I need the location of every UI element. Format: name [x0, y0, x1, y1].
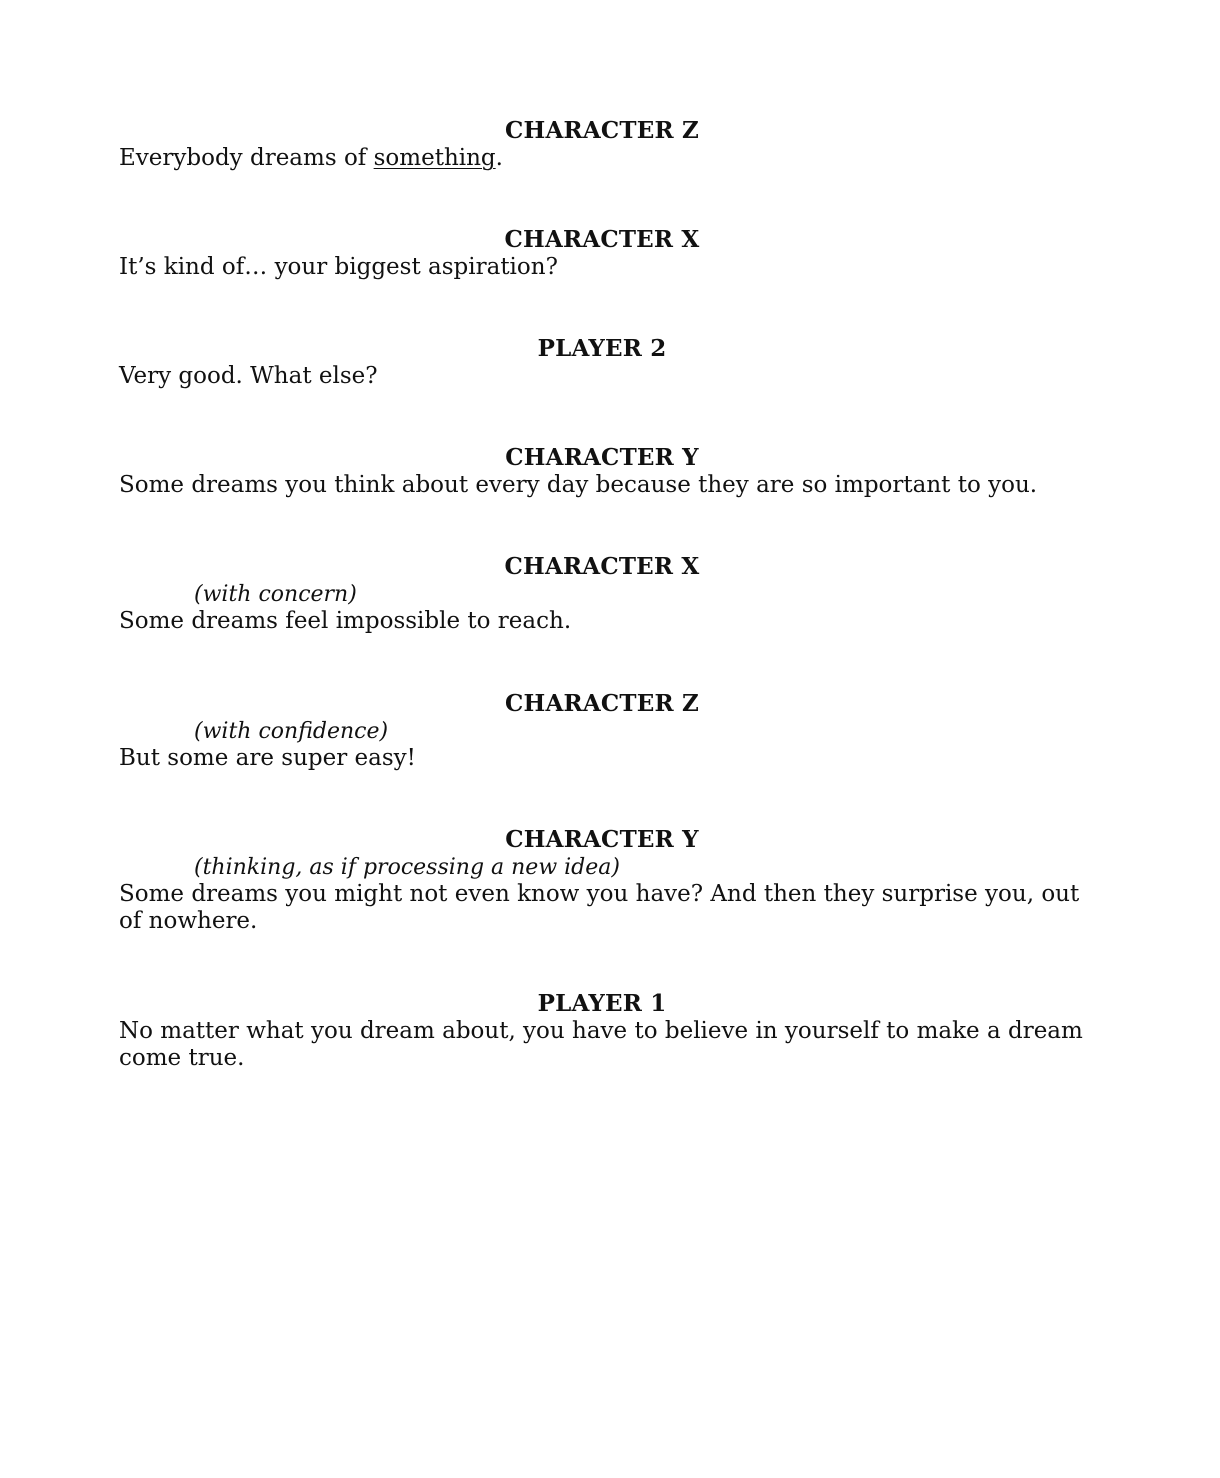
dialogue-text: Everybody dreams of — [119, 145, 374, 171]
dialogue-line: Some dreams feel impossible to reach. — [119, 608, 572, 634]
dialogue-block — [119, 690, 1083, 772]
dialogue-line — [119, 145, 1083, 172]
dialogue-block — [119, 226, 1083, 281]
speaker-name: PLAYER 1 — [537, 990, 667, 1017]
dialogue-block — [119, 553, 1083, 635]
dialogue-line: Very good. What else? — [119, 363, 378, 389]
dialogue-line: But some are super easy! — [119, 745, 416, 771]
speaker-name: CHARACTER Z — [505, 117, 699, 144]
speaker-name: CHARACTER Z — [505, 690, 699, 717]
dialogue-line: No matter what you dream about, you have to believe in yourself to make a dream come true. — [119, 1018, 1083, 1071]
speaker-name: CHARACTER X — [504, 553, 700, 580]
dialogue-block — [119, 826, 1083, 935]
dialogue-line: Some dreams you might not even know you have? And then they surprise you, out of nowhere. — [119, 881, 1080, 934]
dialogue-block — [119, 444, 1083, 499]
parenthetical: (thinking, as if processing a new idea) — [194, 855, 620, 880]
dialogue-text: . — [495, 145, 503, 171]
speaker-name: CHARACTER Y — [505, 444, 699, 471]
speaker-name: CHARACTER X — [504, 226, 700, 253]
speaker-name: CHARACTER Y — [505, 826, 699, 853]
dialogue-block — [119, 990, 1083, 1072]
speaker-name: PLAYER 2 — [537, 335, 667, 362]
dialogue-line: It’s kind of… your biggest aspiration? — [119, 254, 558, 280]
dialogue-line: Some dreams you think about every day because they are so important to you. — [119, 472, 1038, 498]
dialogue-block — [119, 117, 1083, 172]
dialogue-block — [119, 335, 1083, 390]
parenthetical: (with confidence) — [194, 719, 389, 744]
emphasized-word: something — [373, 145, 496, 171]
parenthetical: (with concern) — [194, 582, 357, 607]
